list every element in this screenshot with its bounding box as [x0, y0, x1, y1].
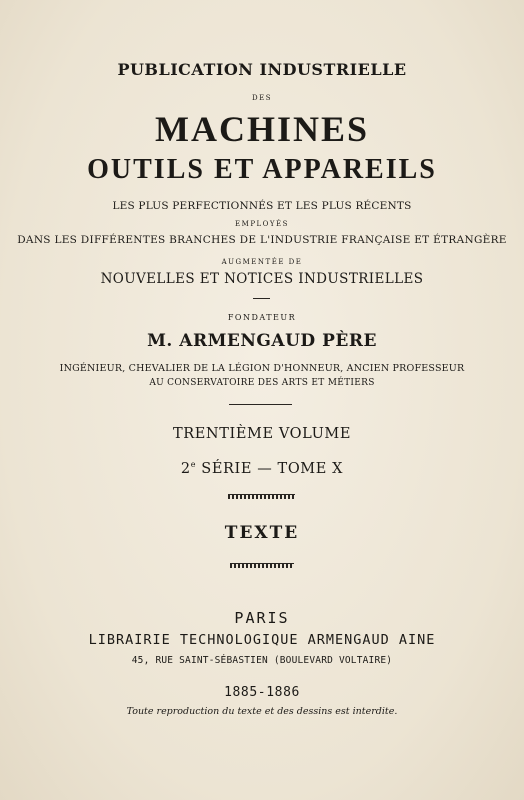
author-credentials-2: AU CONSERVATOIRE DES ARTS ET MÉTIERS [149, 378, 375, 388]
author-credentials-1: INGÉNIEUR, CHEVALIER DE LA LÉGION D'HONNEUR, ANCIEN PROFESSEUR [59, 363, 465, 374]
subtitle-line-2: DANS LES DIFFÉRENTES BRANCHES DE L'INDUSTRIE FRANÇAISE ET ÉTRANGÈRE [17, 234, 507, 246]
employes-label: EMPLOYÉS [235, 220, 289, 228]
volume-label: TRENTIÈME VOLUME [172, 426, 352, 442]
series-ordinal: e [190, 460, 197, 469]
author-divider [229, 404, 292, 405]
publication-line: PUBLICATION INDUSTRIELLE [117, 60, 407, 79]
series-rest: SÉRIE — TOME X [196, 460, 344, 477]
copyright-notice: Toute reproduction du texte et des dessins est interdite. [126, 706, 398, 717]
imprint-address: 45, RUE SAINT-SÉBASTIEN (BOULEVARD VOLTAIRE) [131, 655, 393, 666]
fondateur-label: FONDATEUR [227, 313, 297, 322]
imprint-years: 1885-1886 [224, 685, 300, 700]
short-divider [253, 298, 270, 299]
subtitle-line-3: NOUVELLES ET NOTICES INDUSTRIELLES [100, 271, 424, 287]
author-name: M. ARMENGAUD PÈRE [147, 331, 377, 351]
series-label [0, 460, 524, 477]
section-label: TEXTE [224, 523, 300, 543]
subtitle-line-1: LES PLUS PERFECTIONNÉS ET LES PLUS RÉCENTS [112, 200, 412, 212]
imprint-publisher: LIBRAIRIE TECHNOLOGIQUE ARMENGAUD AINE [88, 632, 436, 648]
des-label: DES [251, 94, 273, 102]
sub-title: OUTILS ET APPAREILS [87, 154, 437, 185]
augmentee-label: AUGMENTÉE DE [221, 258, 303, 266]
ornamental-rule-bottom [230, 563, 294, 568]
imprint-city: PARIS [234, 609, 290, 627]
main-title: MACHINES [154, 109, 370, 149]
ornamental-rule-top [228, 494, 295, 499]
series-number: 2 [180, 460, 191, 477]
